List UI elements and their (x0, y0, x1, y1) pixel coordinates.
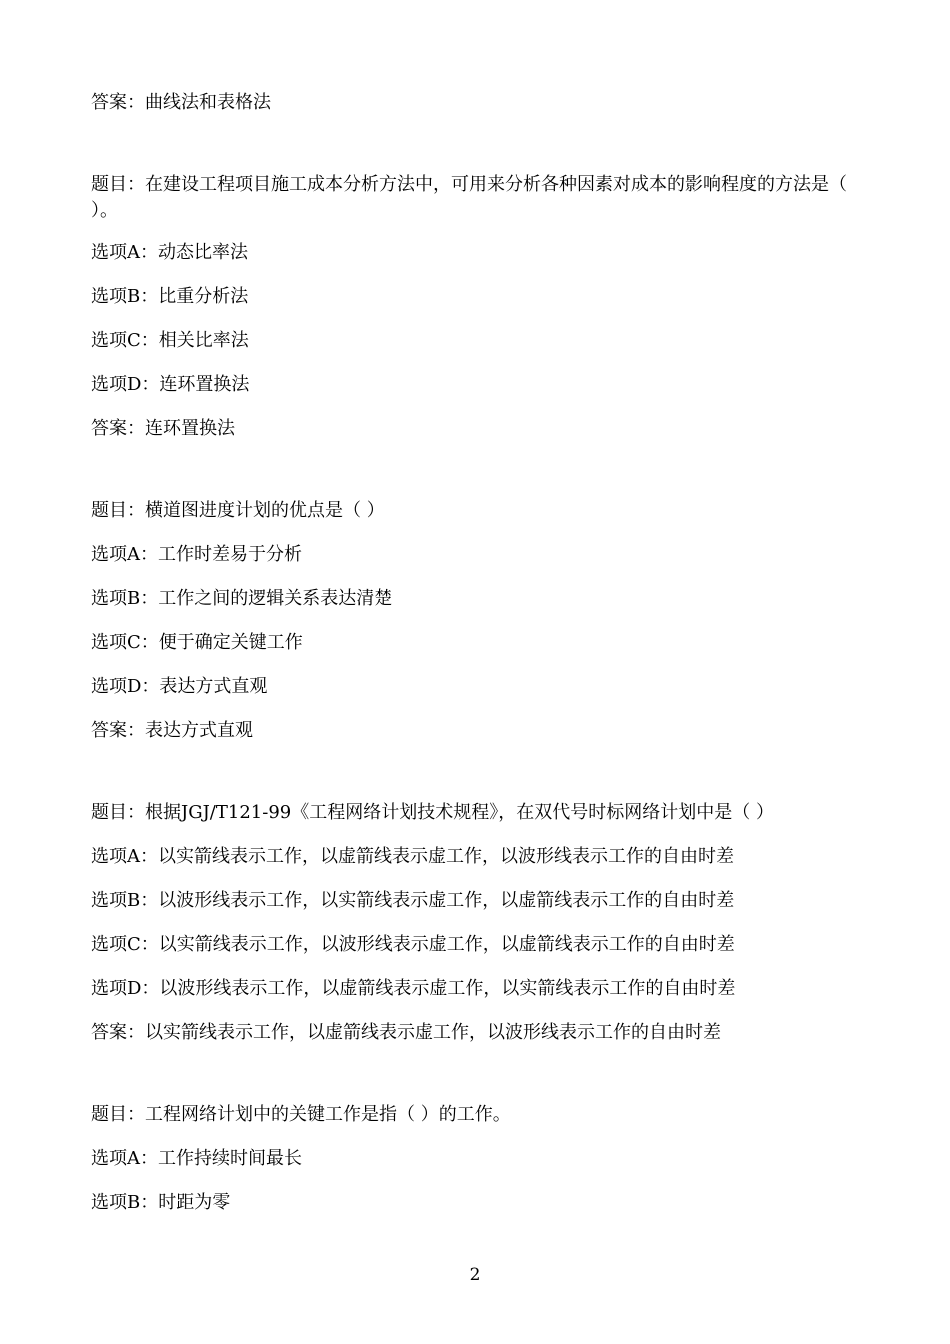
option-a: 选项A：工作时差易于分析 (91, 544, 302, 565)
option-b: 选项B：时距为零 (91, 1192, 231, 1213)
option-d: 选项D：以波形线表示工作，以虚箭线表示虚工作，以实箭线表示工作的自由时差 (91, 978, 736, 999)
option-b: 选项B：比重分析法 (91, 286, 249, 307)
page-number: 2 (469, 1265, 481, 1285)
answer-text: 答案：连环置换法 (91, 418, 235, 439)
option-d: 选项D：表达方式直观 (91, 676, 268, 697)
answer-text: 答案：以实箭线表示工作，以虚箭线表示虚工作，以波形线表示工作的自由时差 (91, 1022, 721, 1043)
question-text: 题目：根据JGJ/T121-99《工程网络计划技术规程》，在双代号时标网络计划中是（ ） (91, 802, 774, 823)
option-c: 选项C：以实箭线表示工作，以波形线表示虚工作，以虚箭线表示工作的自由时差 (91, 934, 735, 955)
answer-text: 答案：曲线法和表格法 (91, 92, 271, 113)
option-c: 选项C：相关比率法 (91, 330, 249, 351)
option-a: 选项A：以实箭线表示工作，以虚箭线表示虚工作，以波形线表示工作的自由时差 (91, 846, 734, 867)
option-a: 选项A：工作持续时间最长 (91, 1148, 302, 1169)
question-text: 题目：在建设工程项目施工成本分析方法中，可用来分析各种因素对成本的影响程度的方法是（ ）。 (91, 174, 847, 221)
option-c: 选项C：便于确定关键工作 (91, 632, 303, 653)
option-a: 选项A：动态比率法 (91, 242, 248, 263)
option-d: 选项D：连环置换法 (91, 374, 250, 395)
option-b: 选项B：以波形线表示工作，以实箭线表示虚工作，以虚箭线表示工作的自由时差 (91, 890, 735, 911)
option-b: 选项B：工作之间的逻辑关系表达清楚 (91, 588, 393, 609)
question-text: 题目：横道图进度计划的优点是（ ） (91, 500, 385, 521)
answer-text: 答案：表达方式直观 (91, 720, 253, 741)
question-text: 题目：工程网络计划中的关键工作是指（ ）的工作。 (91, 1104, 511, 1125)
